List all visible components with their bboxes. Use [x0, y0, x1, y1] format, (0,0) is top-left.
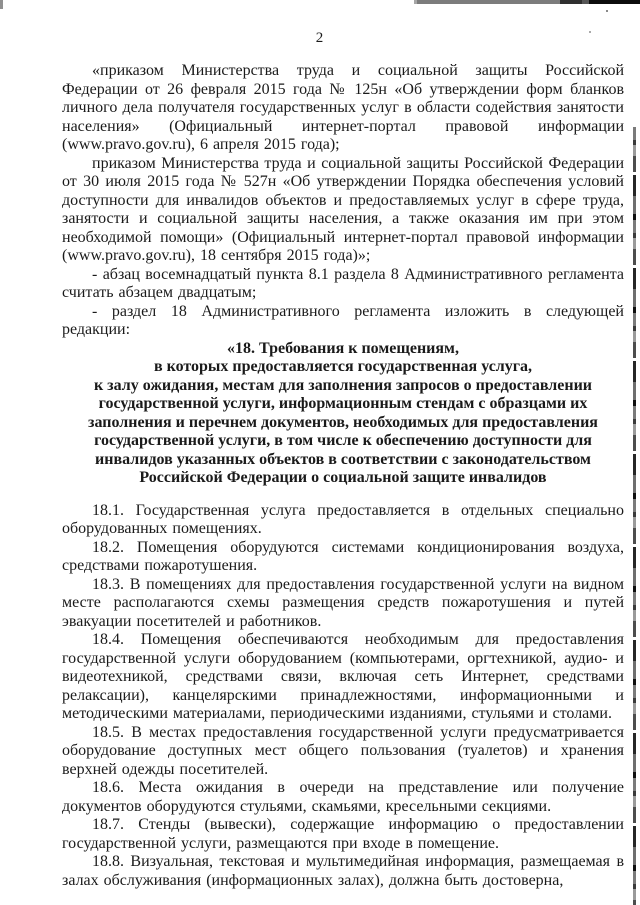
section-item-18-3: 18.3. В помещениях для предоставления государственной услуги на видном месте располагаются схемы размещения средств пожаротушения и путей эвакуации посетителей и работников. [62, 575, 624, 630]
page-number: 2 [315, 30, 325, 46]
heading-line: в которых предоставляется государственная услуга, [153, 358, 533, 375]
section-item-18-2: 18.2. Помещения оборудуются системами кондиционирования воздуха, средствами пожаротушения. [62, 538, 624, 574]
heading-line: государственной услуги, информационным стендам с образцами их [98, 395, 588, 412]
document-body [62, 62, 624, 890]
heading-line: «18. Требования к помещениям, [227, 339, 459, 357]
heading-line: заполнения и перечнем документов, необходимых для предоставления [88, 413, 598, 431]
section-item-18-7: 18.7. Стенды (вывески), содержащие информацию о предоставлении государственной услуги, размещаются при входе в помещение. [62, 816, 624, 852]
scan-artifact-right-edge-line [633, 127, 636, 905]
section-item-18-5: 18.5. В местах предоставления государственной услуги предусматривается оборудование доступных мест общего пользования (туалетов) и хранения верхней одежды посетителей. [62, 723, 624, 778]
section-item-18-8: 18.8. Визуальная, текстовая и мультимедийная информация, размещаемая в залах обслуживания (информационных залах), должна быть достоверна, [62, 853, 624, 889]
heading-line: инвалидов указанных объектов в соответствии с законодательством [95, 450, 591, 468]
heading-line: Российской Федерации о социальной защите инвалидов [139, 469, 547, 486]
section-item-18-1: 18.1. Государственная услуга предоставляется в отдельных специально оборудованных помещениях. [62, 501, 624, 537]
section-18-heading [62, 340, 624, 488]
paragraph-order-527n: приказом Министерства труда и социальной защиты Российской Федерации от 30 июля 2015 года № 527н «Об утверждении Порядка обеспечения условий доступности для инвалидов объектов и предоставляемых услуг в сфере труда, занятости и социальной защиты населения, а также оказания им при этом необходимой помощи» (Официальный интернет-портал правовой информации (www.pravo.gov.ru), 18 сентября 2015 года)»; [62, 154, 624, 264]
heading-line: государственной услуги, в том числе к обеспечению доступности для [94, 432, 592, 449]
section-item-18-6: 18.6. Места ожидания в очереди на представление или получение документов оборудуются стульями, скамьями, кресельными секциями. [62, 779, 624, 815]
heading-line: к залу ожидания, местам для заполнения запросов о предоставлении [93, 376, 593, 394]
scan-artifact-top-left-tick [0, 0, 3, 9]
scan-speck [606, 10, 608, 12]
section-18-items [62, 502, 624, 891]
paragraph-section18-intro: - раздел 18 Административного регламента изложить в следующей редакции: [62, 302, 624, 338]
section-item-18-4: 18.4. Помещения обеспечиваются необходимым для предоставления государственной услуги оборудованием (компьютерами, оргтехникой, аудио- и видеотехникой, средствами связи, включая сеть Интернет, средствами релаксации), канцелярскими принадлежностями, информационными и методическими материалами, периодическими изданиями, стульями и столами. [62, 631, 624, 722]
scan-artifact-top-edge-bar [414, 0, 640, 4]
paragraph-order-125n: «приказом Министерства труда и социальной защиты Российской Федерации от 26 февраля 2015 года № 125н «Об утверждении форм бланков личного дела получателя государственных услуг в области содействия занятости населения» (Официальный интернет-портал правовой информации (www.pravo.gov.ru), 6 апреля 2015 года); [62, 62, 624, 153]
paragraph-clause-renumber: - абзац восемнадцатый пункта 8.1 раздела 8 Административного регламента считать абзацем двадцатым; [62, 265, 624, 301]
